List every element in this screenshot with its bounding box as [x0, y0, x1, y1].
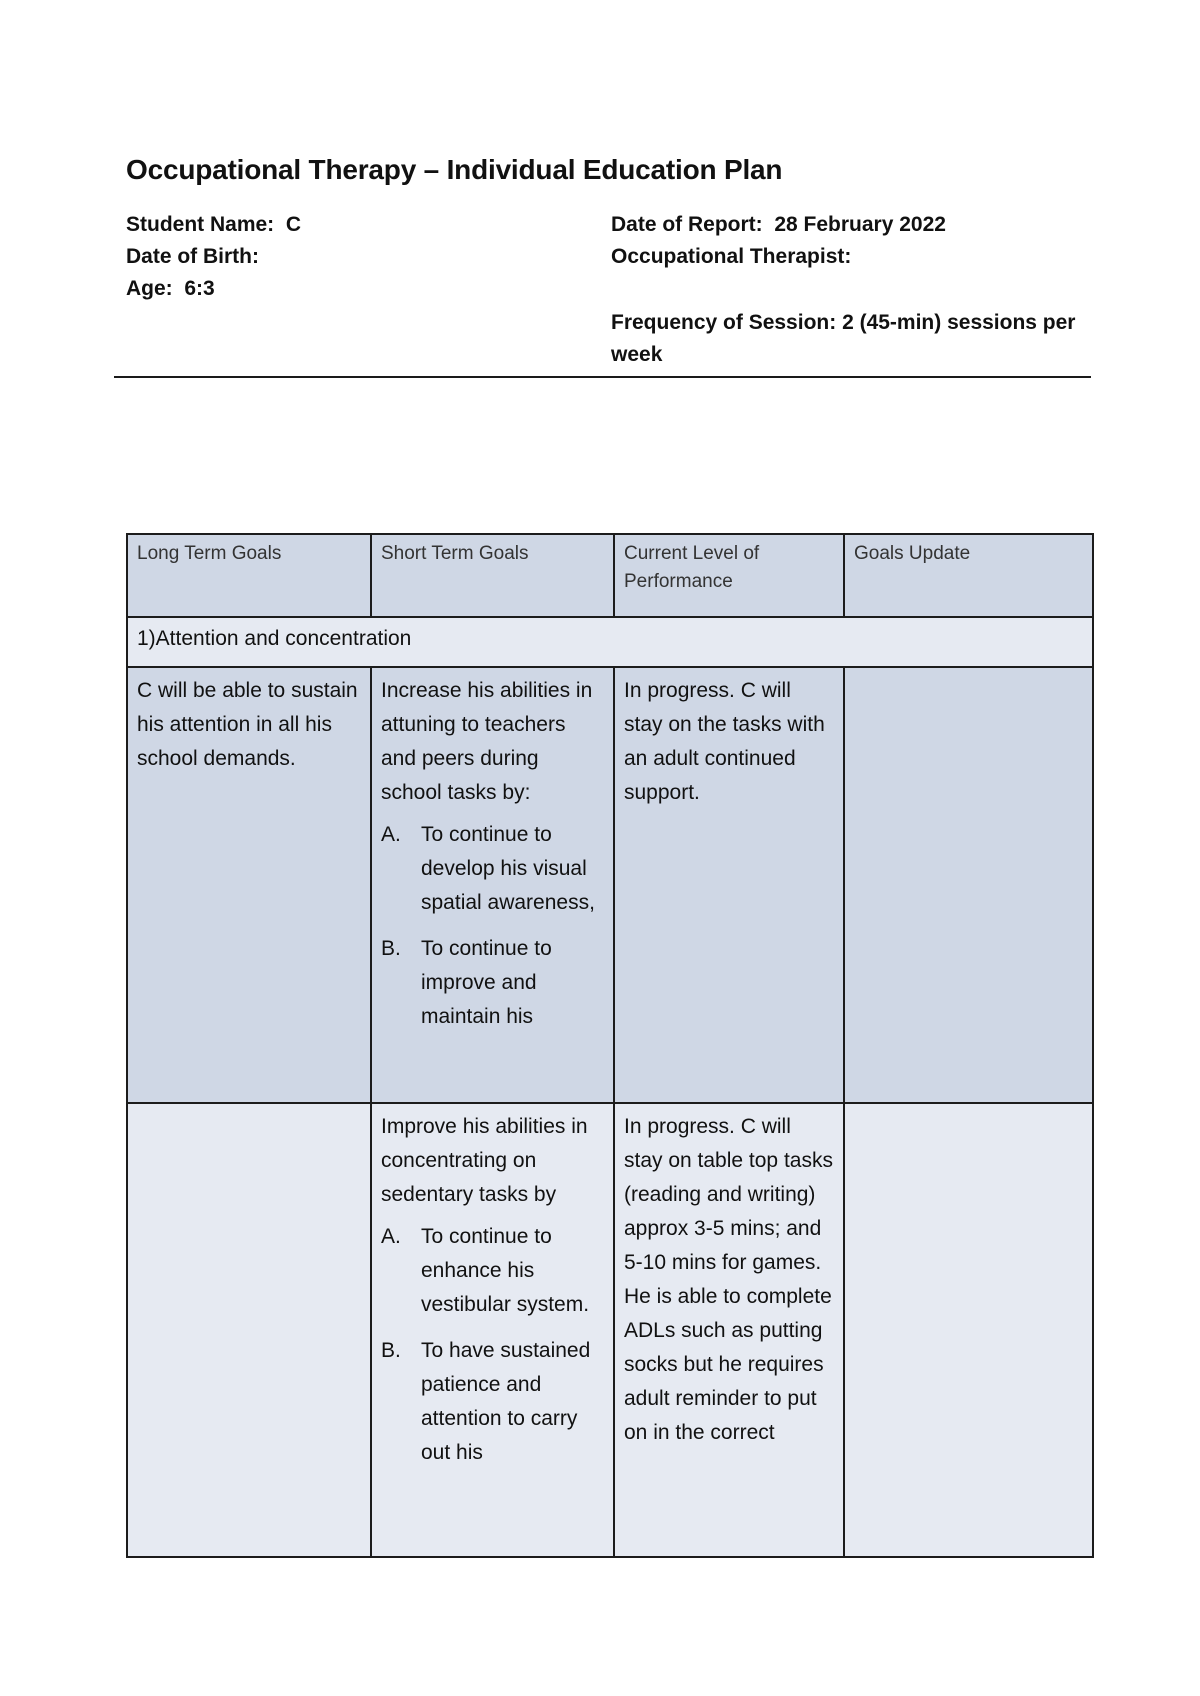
- header-right: [611, 209, 1081, 371]
- long-term-goal-text: [137, 1110, 361, 1556]
- list-item-text: To have sustained patience and attention to carry out his: [421, 1339, 591, 1464]
- list-item: [381, 932, 604, 1034]
- short-term-goal-list: [381, 818, 604, 1034]
- header-spacer: [611, 273, 1081, 307]
- student-name-label: Student Name:: [126, 213, 275, 236]
- short-term-goal-list: [381, 1220, 604, 1470]
- therapist-label: Occupational Therapist:: [611, 245, 852, 268]
- column-header: Long Term Goals: [127, 534, 371, 617]
- frequency-value: 2 (45-min) sessions per week: [611, 311, 1076, 366]
- header-divider: [114, 376, 1091, 378]
- age-value: 6:3: [184, 277, 215, 300]
- list-item: [381, 818, 604, 920]
- short-term-goal-cell: [371, 667, 614, 1103]
- column-header: Current Level of Performance: [614, 534, 844, 617]
- short-term-goal-intro: Increase his abilities in attuning to teachers and peers during school tasks by:: [381, 679, 593, 804]
- short-term-goal-content: [381, 1110, 604, 1556]
- list-marker: B.: [381, 937, 401, 960]
- page-title: Occupational Therapy – Individual Education Plan: [126, 154, 783, 185]
- age-label: Age:: [126, 277, 173, 300]
- goals-update-cell: [844, 1103, 1093, 1557]
- list-item: [381, 1334, 604, 1470]
- iep-goals-table: [126, 533, 1094, 1558]
- report-date-value: 28 February 2022: [774, 213, 946, 236]
- long-term-goal-cell: [127, 667, 371, 1103]
- short-term-goal-cell: [371, 1103, 614, 1557]
- short-term-goal-intro: Improve his abilities in concentrating on sedentary tasks by: [381, 1115, 588, 1206]
- therapist-line: [611, 241, 1081, 273]
- list-marker: B.: [381, 1339, 401, 1362]
- list-item-text: To continue to develop his visual spatial awareness,: [421, 823, 595, 914]
- list-marker: A.: [381, 1225, 401, 1248]
- current-performance-cell: [614, 1103, 844, 1557]
- student-name-line: [126, 209, 586, 241]
- current-performance-text: In progress. C will stay on the tasks with an adult continued support.: [624, 679, 825, 804]
- goals-update-text: [854, 1110, 1083, 1556]
- report-date-label: Date of Report:: [611, 213, 763, 236]
- report-date-line: [611, 209, 1081, 241]
- table-row: [127, 667, 1093, 1103]
- header-left: [126, 209, 586, 305]
- list-item-text: To continue to improve and maintain his: [421, 937, 552, 1028]
- table-row: [127, 1103, 1093, 1557]
- student-name-value: C: [285, 213, 302, 236]
- column-header: Short Term Goals: [371, 534, 614, 617]
- long-term-goal-text: C will be able to sustain his attention in all his school demands.: [137, 679, 358, 770]
- goals-update-text: [854, 674, 1083, 1102]
- short-term-goal-content: [381, 674, 604, 1102]
- dob-label: Date of Birth:: [126, 245, 259, 268]
- age-line: [126, 273, 586, 305]
- frequency-label: Frequency of Session:: [611, 311, 837, 334]
- current-performance-cell: [614, 667, 844, 1103]
- list-item-text: To continue to enhance his vestibular system.: [421, 1225, 590, 1316]
- dob-line: [126, 241, 586, 273]
- frequency-line: [611, 307, 1081, 371]
- list-marker: A.: [381, 823, 401, 846]
- column-header: Goals Update: [844, 534, 1093, 617]
- current-performance-text: In progress. C will stay on table top tasks (reading and writing) approx 3-5 mins; and 5-10 mins for games. He is able to complete ADLs such as putting socks but he requires adult reminder to put on in the correct: [624, 1115, 833, 1444]
- long-term-goal-cell: [127, 1103, 371, 1557]
- table-header-row: [127, 534, 1093, 617]
- section-row: [127, 617, 1093, 667]
- list-item: [381, 1220, 604, 1322]
- section-title: 1)Attention and concentration: [127, 617, 1093, 667]
- goals-update-cell: [844, 667, 1093, 1103]
